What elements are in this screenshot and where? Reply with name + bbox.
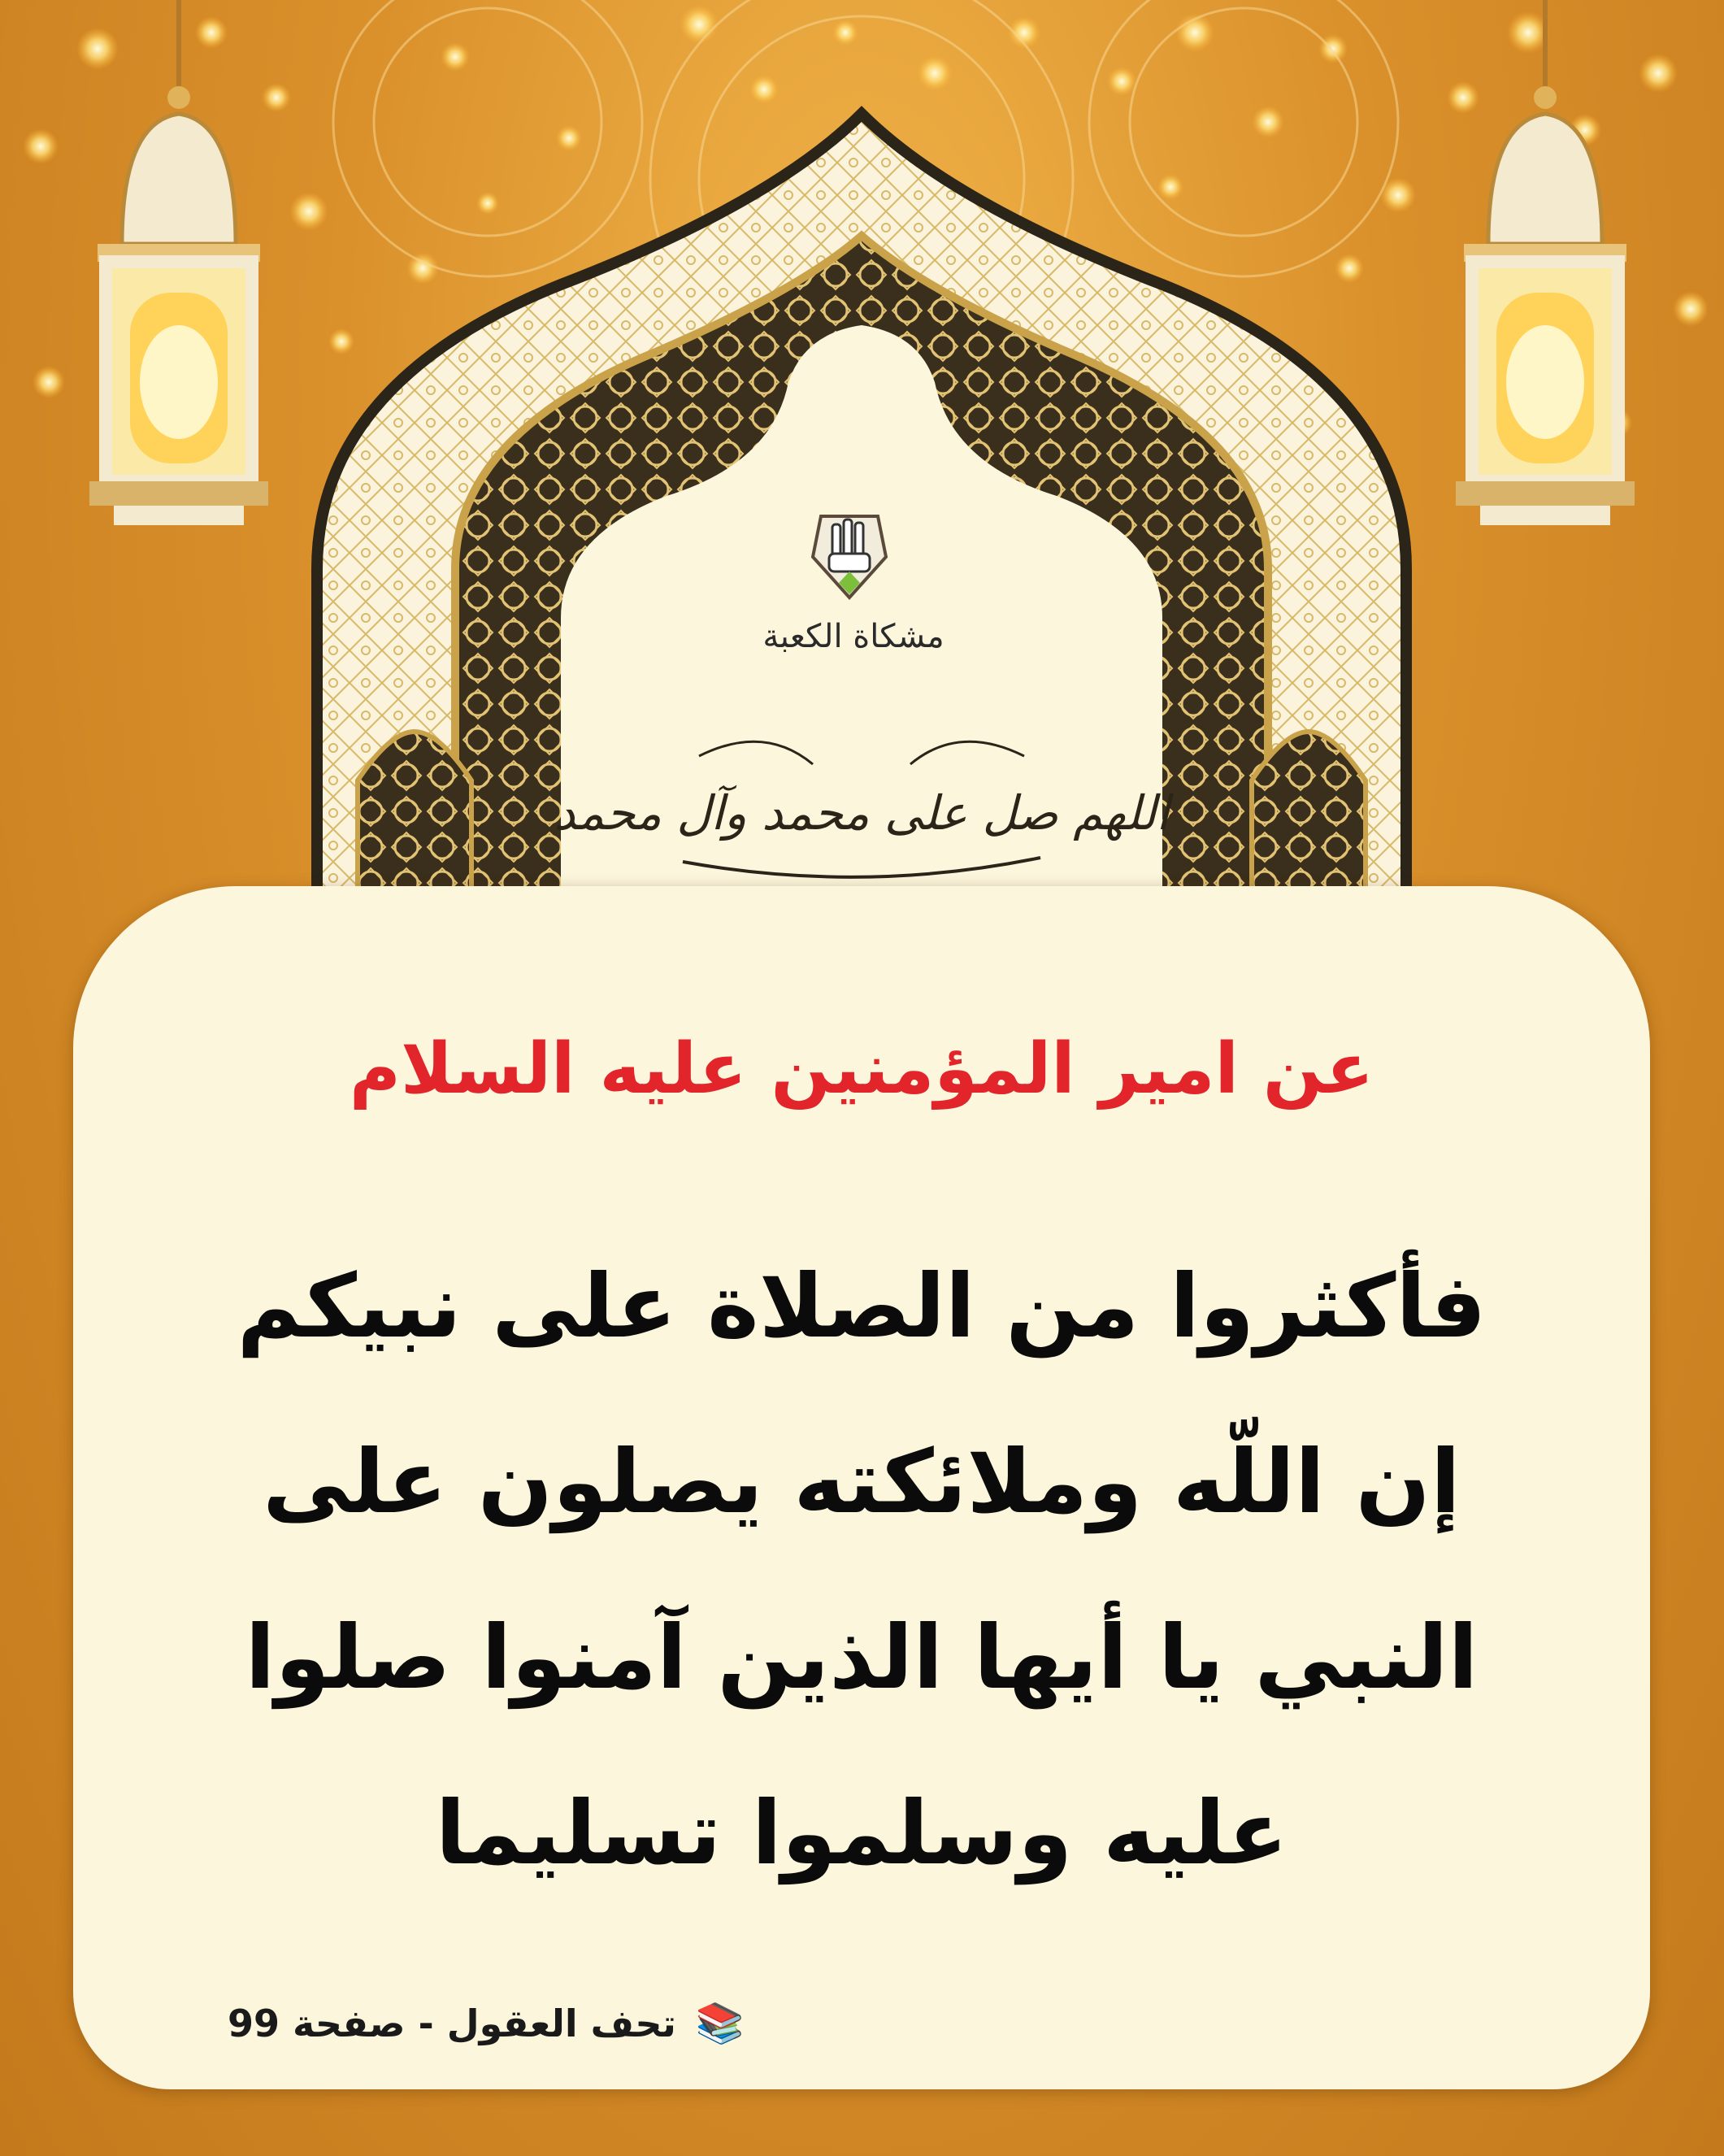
logo-caption: مشكاة الكعبة [762,618,945,655]
source-text: تحف العقول - صفحة 99 [228,2002,676,2045]
salawat-calligraphy [554,707,1170,894]
quote-text [163,1219,1561,1922]
quote-line: عليه وسلموا تسليما [435,1783,1288,1884]
raised-hand-emblem-icon [805,508,894,606]
quote-line: فأكثروا من الصلاة على نبيكم [237,1256,1487,1358]
left-lantern-icon [73,0,284,537]
right-lantern-icon [1440,0,1651,537]
quote-line: النبي يا أيها الذين آمنوا صلوا [245,1607,1479,1709]
quote-card [73,886,1650,2089]
calligraphy-text: اللهم صل على محمد وآل محمد [554,785,1170,841]
quote-line: إن اللّه وملائكته يصلون على [263,1432,1461,1533]
source-reference [228,2000,745,2046]
books-icon: 📚 [695,2001,745,2046]
narrator-title: عن امير المؤمنين عليه السلام [349,1028,1374,1110]
